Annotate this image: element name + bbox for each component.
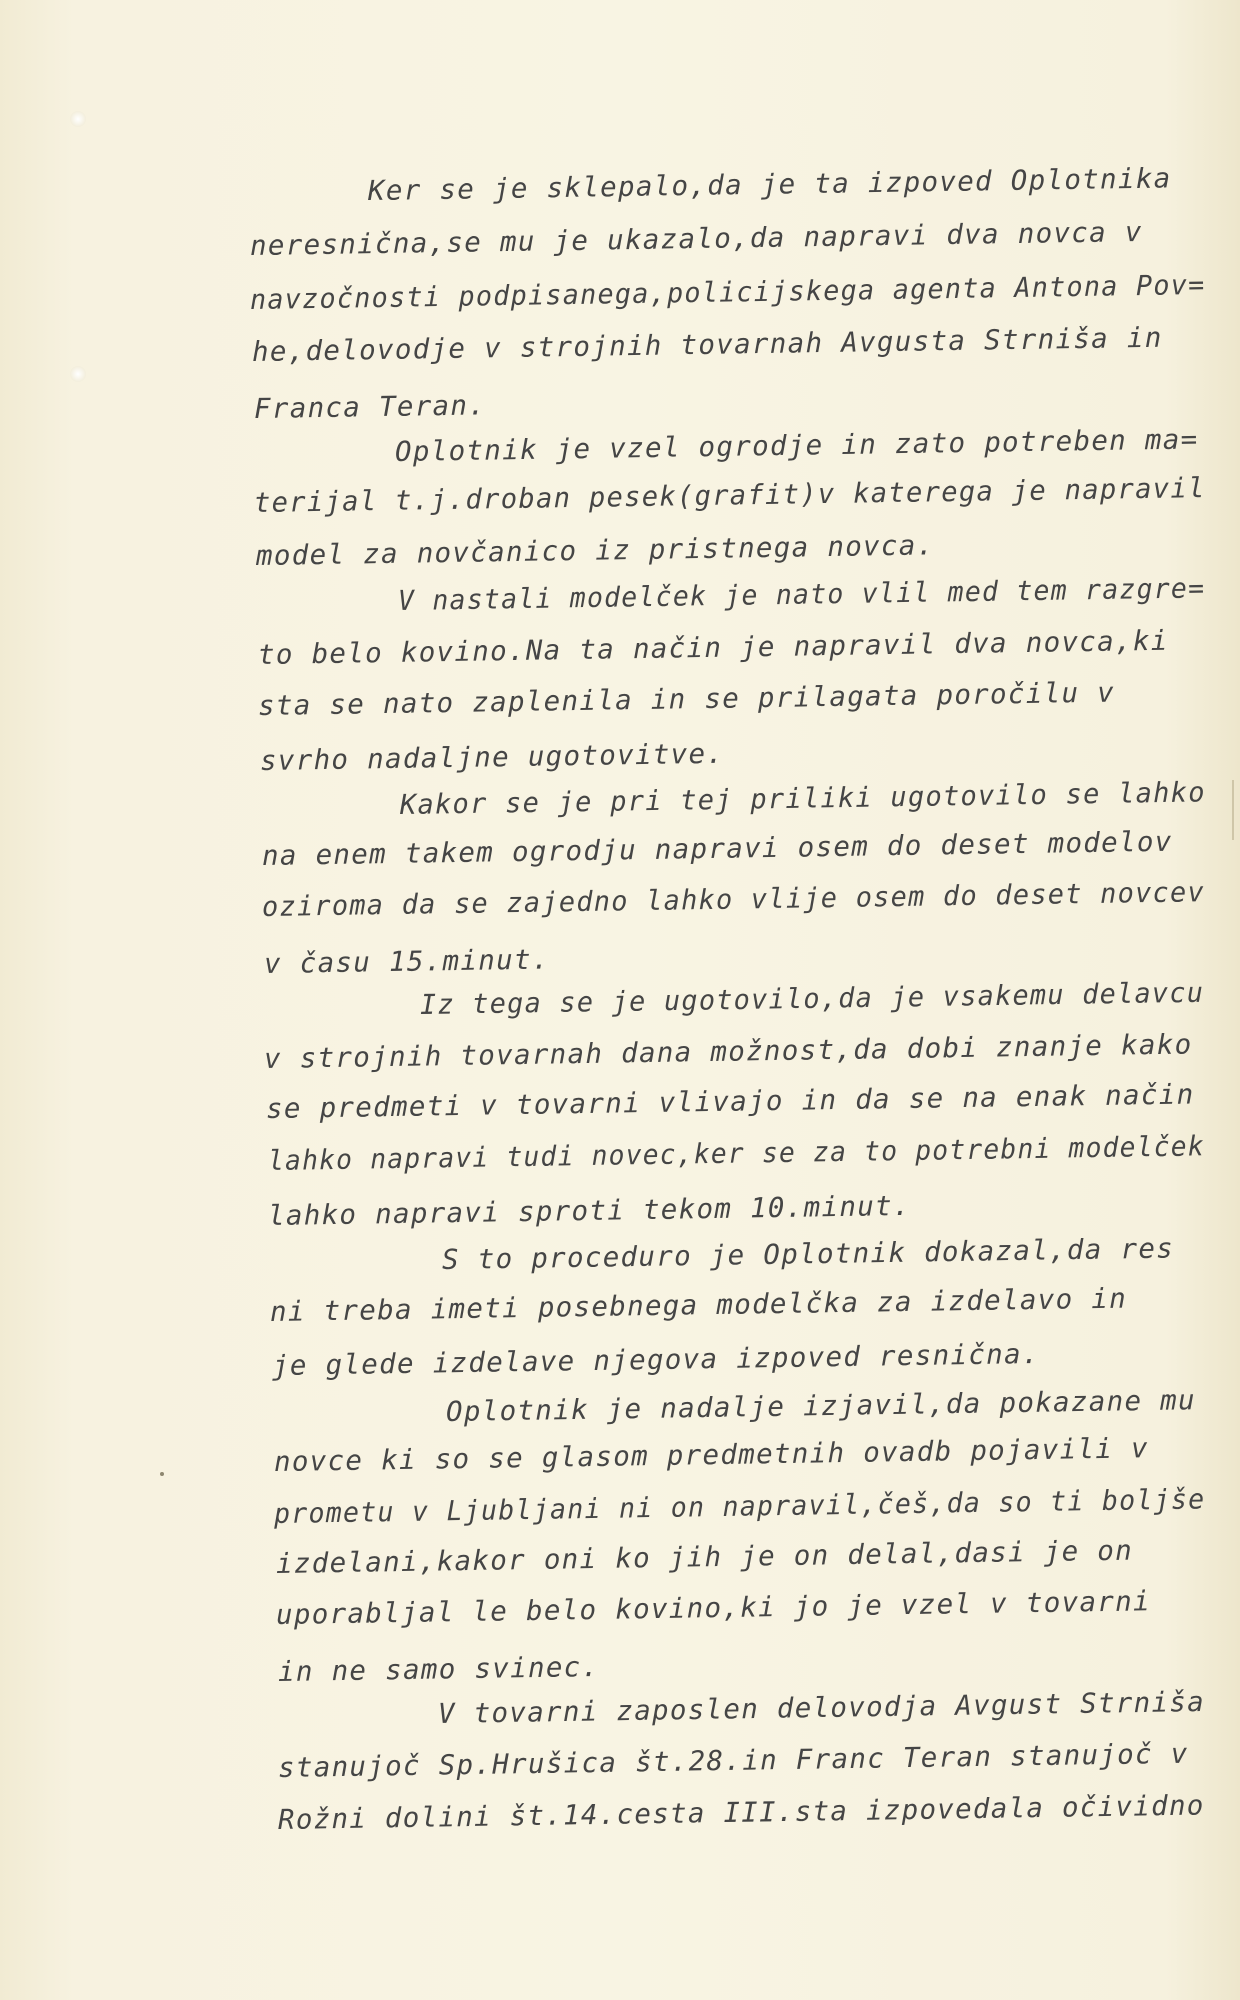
text-line: Ker se je sklepalo,da je ta izpoved Oplotnika xyxy=(367,162,1172,207)
text-line: stanujoč Sp.Hrušica št.28.in Franc Teran stanujoč v xyxy=(277,1737,1189,1784)
text-line: Franca Teran. xyxy=(253,389,487,425)
text-line: S to proceduro je Oplotnik dokazal,da res xyxy=(441,1232,1175,1276)
text-line: in ne samo svinec. xyxy=(277,1650,600,1688)
punch-hole-icon xyxy=(70,111,86,127)
text-line: uporabljal le belo kovino,ki jo je vzel v tovarni xyxy=(275,1585,1152,1631)
text-line: V nastali modelček je nato vlil med tem razgre= xyxy=(397,572,1206,617)
text-line: na enem takem ogrodju napravi osem do deset modelov xyxy=(261,825,1173,872)
punch-hole-icon xyxy=(70,366,86,382)
text-line: navzočnosti podpisanega,policijskega agenta Antona Pov= xyxy=(249,268,1206,316)
text-line: Kakor se je pri tej priliki ugotovilo se lahko xyxy=(399,776,1206,821)
text-line: lahko napravi tudi novec,ker se za to potrebni modelček xyxy=(267,1130,1206,1177)
text-line: v strojnih tovarnah dana možnost,da dobi znanje kako xyxy=(263,1028,1193,1075)
text-line: he,delovodje v strojnih tovarnah Avgusta Strniša in xyxy=(251,321,1163,368)
text-line: Oplotnik je vzel ogrodje in zato potreben ma= xyxy=(394,423,1199,468)
text-line: se predmeti v tovarni vlivajo in da se na enak način xyxy=(265,1078,1195,1125)
text-line: neresnična,se mu je ukazalo,da napravi dva novca v xyxy=(249,215,1143,262)
text-line: svrho nadaljne ugotovitve. xyxy=(259,737,725,777)
text-line: lahko napravi sproti tekom 10.minut. xyxy=(267,1189,912,1232)
text-line: je glede izdelave njegova izpoved resnična. xyxy=(271,1337,1040,1382)
paper-speck xyxy=(160,1472,164,1476)
text-line: model za novčanico iz pristnega novca. xyxy=(255,529,935,572)
text-line: novce ki so se glasom predmetnih ovadb pojavili v xyxy=(273,1432,1150,1478)
paper-edge-mark xyxy=(1232,780,1234,840)
text-line: ni treba imeti posebnega modelčka za izdelavo in xyxy=(269,1282,1128,1328)
text-line: prometu v Ljubljani ni on napravil,češ,da so ti boljše xyxy=(273,1483,1206,1530)
text-line: to belo kovino.Na ta način je napravil dva novca,ki xyxy=(257,624,1169,671)
text-line: Oplotnik je nadalje izjavil,da pokazane mu xyxy=(445,1384,1197,1428)
text-line: V tovarni zaposlen delovodja Avgust Strniša xyxy=(437,1685,1206,1730)
text-line: terijal t.j.droban pesek(grafit)v katerega je napravil xyxy=(253,472,1206,519)
text-line: oziroma da se zajedno lahko vlije osem do deset novcev xyxy=(261,876,1206,923)
text-line: sta se nato zaplenila in se prilagata poročilu v xyxy=(257,676,1116,722)
text-line: v času 15.minut. xyxy=(263,943,550,980)
text-line: Iz tega se je ugotovilo,da je vsakemu delavcu xyxy=(419,976,1205,1021)
text-line: Rožni dolini št.14.cesta III.sta izpovedala očividno xyxy=(277,1789,1205,1836)
text-line: izdelani,kakor oni ko jih je on delal,dasi je on xyxy=(275,1534,1134,1580)
